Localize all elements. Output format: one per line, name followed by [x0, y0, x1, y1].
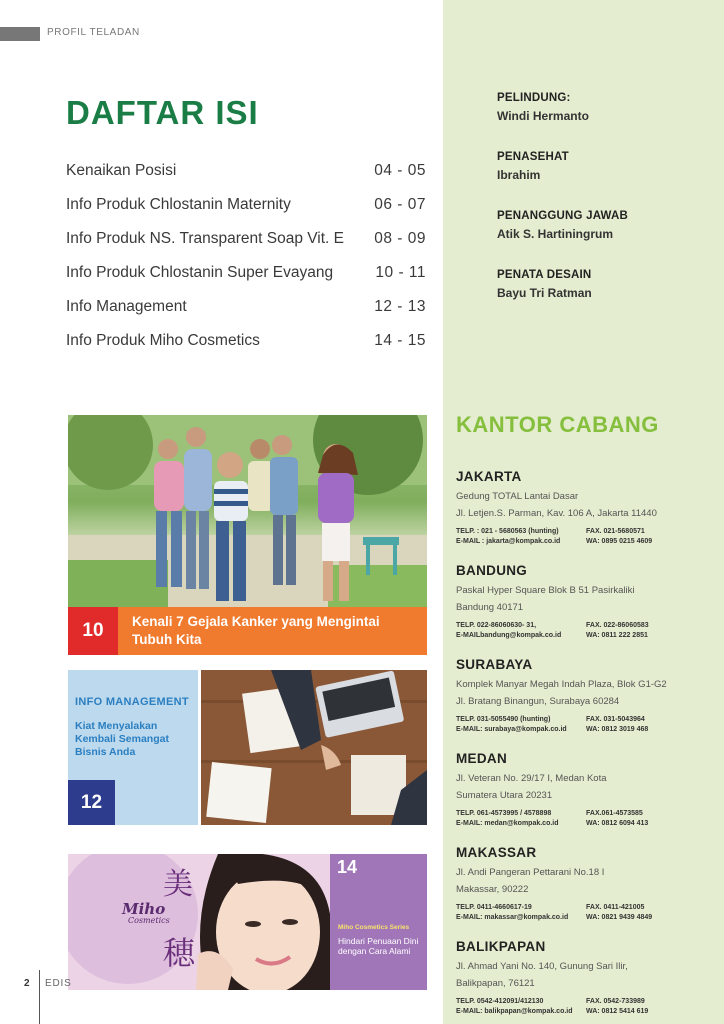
miho-logo: Miho Cosmetics: [122, 900, 170, 925]
branch-address-line: Sumatera Utara 20231: [456, 790, 553, 801]
branch-address-line: Bandung 40171: [456, 602, 524, 613]
branch-address-line: Jl. Ahmad Yani No. 140, Gunung Sari Ilir,: [456, 961, 628, 972]
page-number-badge: 14: [337, 857, 358, 877]
edition-label: EDIS: [45, 978, 72, 989]
contact-value: E-MAIL: balikpapan@kompak.co.id: [456, 1008, 573, 1015]
toc-item[interactable]: [66, 264, 426, 298]
branch-address-line: Makassar, 90222: [456, 884, 529, 895]
contact-value: FAX. 021-5680571: [586, 528, 645, 535]
contact-value: E-MAIL: makassar@kompak.co.id: [456, 914, 569, 921]
contact-value: WA: 0812 6094 413: [586, 820, 649, 827]
toc-item[interactable]: [66, 230, 426, 264]
toc-item-pages: 10 - 11: [375, 264, 426, 281]
contact-value: TELP. 061-4573995 / 4578898: [456, 810, 552, 817]
feature-caption: Hindari Penuaan Dini dengan Cara Alami: [338, 936, 419, 956]
branch-office: [456, 939, 706, 1018]
credit-entry: [497, 269, 707, 328]
contact-value: WA: 0812 5414 619: [586, 1008, 649, 1015]
contact-value: TELP. 022-86060630- 31,: [456, 622, 537, 629]
branch-address-line: Balikpapan, 76121: [456, 978, 535, 989]
contact-row: [456, 810, 706, 820]
woman-skincare-photo: [68, 854, 330, 990]
footer-divider: [39, 970, 40, 1024]
svg-text:美: 美: [163, 867, 193, 902]
branch-contacts: [456, 810, 706, 830]
contact-value: FAX. 0542-733989: [586, 998, 645, 1005]
toc-item-label: Info Produk NS. Transparent Soap Vit. E: [66, 230, 345, 247]
branch-offices-list: [456, 469, 706, 1024]
contact-value: E-MAIL: medan@kompak.co.id: [456, 820, 559, 827]
branch-city: MAKASSAR: [456, 845, 537, 860]
branch-city: MEDAN: [456, 751, 507, 766]
branch-contacts: [456, 528, 706, 548]
editorial-credits: [497, 92, 707, 328]
contact-value: WA: 0821 9439 4849: [586, 914, 653, 921]
branch-address-line: Komplek Manyar Megah Indah Plaza, Blok G1-G2: [456, 679, 667, 690]
credit-entry: [497, 92, 707, 151]
contact-value: WA: 0811 222 2851: [586, 632, 648, 639]
contact-row: [456, 528, 706, 538]
branch-address-line: Jl. Andi Pangeran Pettarani No.18 I: [456, 867, 605, 878]
feature-caption: Kiat Menyalakan Kembali Semangat Bisnis Anda: [75, 720, 169, 758]
contact-value: FAX. 0411-421005: [586, 904, 645, 911]
credit-role: PENANGGUNG JAWAB: [497, 210, 628, 222]
contact-row: [456, 820, 706, 830]
branch-contacts: [456, 716, 706, 736]
contact-row: [456, 538, 706, 548]
toc-item-label: Info Management: [66, 298, 187, 315]
credit-entry: [497, 210, 707, 269]
branch-address-line: Paskal Hyper Square Blok B 51 Pasirkaliki: [456, 585, 635, 596]
series-label: Miho Cosmetics Series: [338, 924, 410, 931]
contact-row: [456, 716, 706, 726]
contact-row: [456, 998, 706, 1008]
header-bar: [0, 27, 40, 41]
credit-name: Ibrahim: [497, 168, 541, 182]
toc-item[interactable]: [66, 332, 426, 366]
toc-item-pages: 14 - 15: [374, 332, 426, 349]
branch-office: [456, 751, 706, 830]
branch-address-line: Jl. Letjen.S. Parman, Kav. 106 A, Jakarta 11440: [456, 508, 657, 519]
branch-city: BANDUNG: [456, 563, 528, 578]
contact-value: E-MAILbandung@kompak.co.id: [456, 632, 562, 639]
branch-city: SURABAYA: [456, 657, 533, 672]
svg-text:穂: 穂: [163, 934, 196, 972]
toc-item-label: Kenaikan Posisi: [66, 162, 177, 179]
branch-office: [456, 469, 706, 548]
contact-value: TELP. 0542-412091/412130: [456, 998, 544, 1005]
branch-address-line: Jl. Bratang Binangun, Surabaya 60284: [456, 696, 620, 707]
toc-item-label: Info Produk Chlostanin Maternity: [66, 196, 291, 213]
credit-name: Windi Hermanto: [497, 109, 589, 123]
contact-value: FAX.061-4573585: [586, 810, 643, 817]
branch-office: [456, 845, 706, 924]
branch-city: BALIKPAPAN: [456, 939, 546, 954]
feature-heading: INFO MANAGEMENT: [75, 696, 189, 708]
branch-city: JAKARTA: [456, 469, 522, 484]
branch-offices-title: KANTOR CABANG: [456, 412, 659, 437]
contact-row: [456, 622, 706, 632]
business-handshake-photo: [201, 670, 427, 825]
branch-contacts: [456, 904, 706, 924]
toc-item[interactable]: [66, 298, 426, 332]
toc-title: DAFTAR ISI: [66, 94, 259, 131]
toc-item-pages: 04 - 05: [374, 162, 426, 179]
family-running-photo: [68, 415, 427, 607]
credit-name: Bayu Tri Ratman: [497, 286, 592, 300]
toc-item[interactable]: [66, 162, 426, 196]
toc-item[interactable]: [66, 196, 426, 230]
credit-role: PENATA DESAIN: [497, 269, 592, 281]
branch-address-line: Gedung TOTAL Lantai Dasar: [456, 491, 579, 502]
contact-row: [456, 904, 706, 914]
contact-value: TELP. 0411-4660617-19: [456, 904, 532, 911]
branch-contacts: [456, 622, 706, 642]
contact-value: TELP. 031-5055490 (hunting): [456, 716, 551, 723]
contact-value: TELP. : 021 - 5680563 (hunting): [456, 528, 559, 535]
credit-role: PELINDUNG:: [497, 92, 571, 104]
contact-row: [456, 1008, 706, 1018]
toc-item-pages: 06 - 07: [374, 196, 426, 213]
contact-value: WA: 0812 3019 468: [586, 726, 649, 733]
miho-side-panel: [330, 854, 427, 990]
branch-address-line: Jl. Veteran No. 29/17 I, Medan Kota: [456, 773, 607, 784]
toc-item-label: Info Produk Miho Cosmetics: [66, 332, 260, 349]
contact-value: FAX. 031-5043964: [586, 716, 645, 723]
contact-value: E-MAIL : jakarta@kompak.co.id: [456, 538, 561, 545]
branch-office: [456, 657, 706, 736]
contact-row: [456, 726, 706, 736]
branch-contacts: [456, 998, 706, 1018]
page-number: 2: [24, 978, 30, 989]
feature-caption: Kenali 7 Gejala Kanker yang Mengintai Tubuh Kita: [132, 614, 380, 647]
feature-miho-article[interactable]: [68, 854, 427, 990]
page-number-badge: 12: [68, 780, 115, 825]
feature-management-article[interactable]: [68, 670, 427, 825]
feature-cancer-article[interactable]: [68, 415, 427, 655]
contact-row: [456, 632, 706, 642]
table-of-contents: [66, 162, 426, 366]
contact-row: [456, 914, 706, 924]
toc-item-pages: 12 - 13: [374, 298, 426, 315]
contact-value: WA: 0895 0215 4609: [586, 538, 653, 545]
section-label: PROFIL TELADAN: [47, 27, 140, 38]
toc-item-label: Info Produk Chlostanin Super Evayang: [66, 264, 334, 281]
page-number-badge: 10: [68, 607, 118, 655]
toc-item-pages: 08 - 09: [374, 230, 426, 247]
credit-role: PENASEHAT: [497, 151, 569, 163]
branch-office: [456, 563, 706, 642]
credit-entry: [497, 151, 707, 210]
contact-value: FAX. 022-86060583: [586, 622, 649, 629]
contact-value: E-MAIL: surabaya@kompak.co.id: [456, 726, 567, 733]
credit-name: Atik S. Hartiningrum: [497, 227, 614, 241]
